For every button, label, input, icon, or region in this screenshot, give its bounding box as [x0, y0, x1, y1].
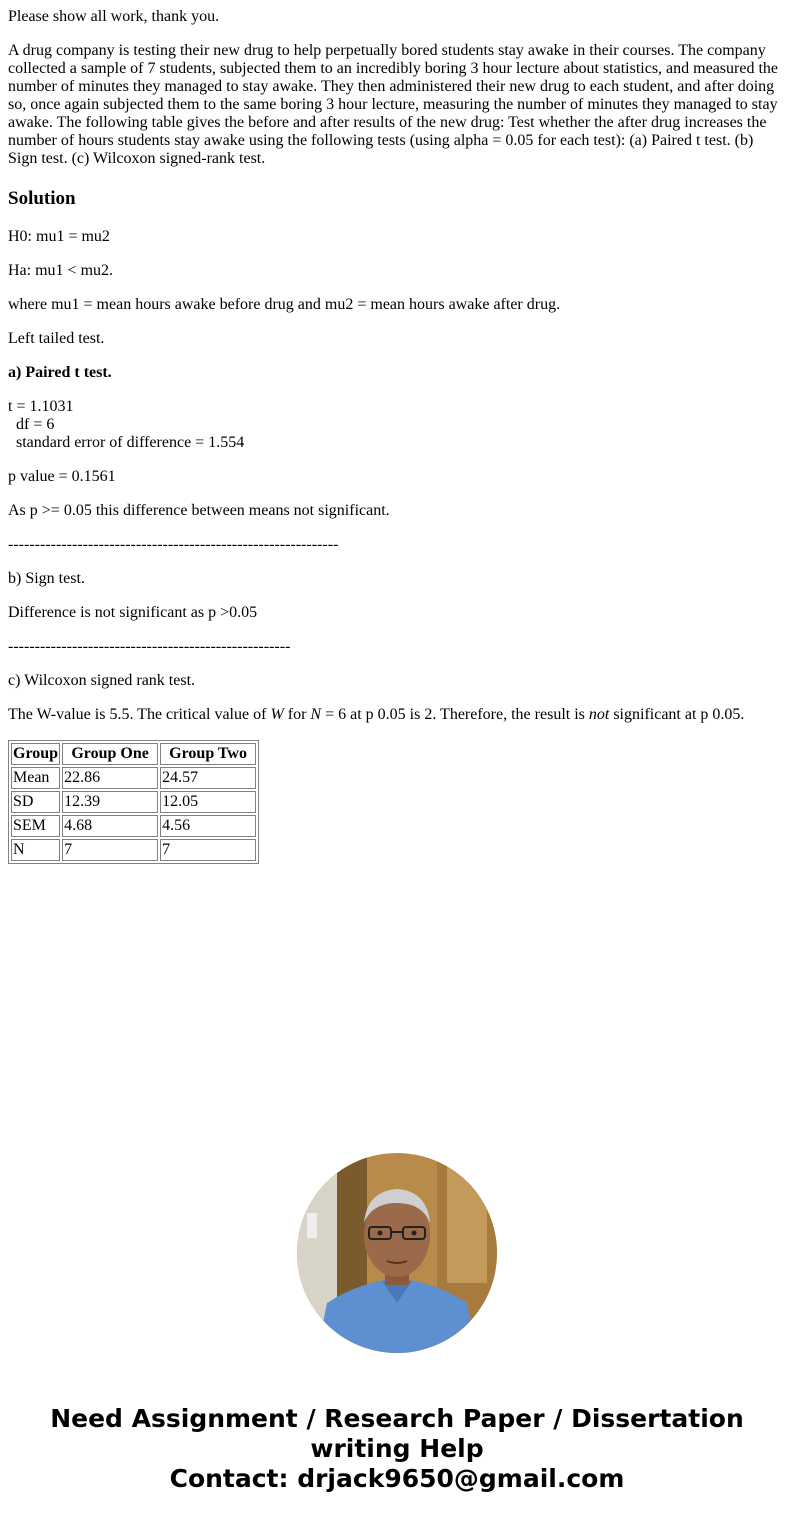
paired-t-heading [8, 364, 786, 382]
null-hypothesis: H0: mu1 = mu2 [8, 228, 110, 245]
divider-1: -------------------------------------------------------------- [8, 536, 339, 553]
table-cell: Mean [11, 767, 60, 789]
table-row [11, 839, 256, 861]
solution-heading: Solution [8, 188, 76, 209]
table-header-row [11, 743, 256, 765]
promo-line-1: Need Assignment / Research Paper / Dissertation [50, 1404, 744, 1433]
tail-text: Left tailed test. [8, 330, 105, 347]
table-cell: 4.68 [62, 815, 158, 837]
wilcoxon-text-2: for [283, 706, 311, 723]
degrees-of-freedom: df = 6 [16, 416, 55, 433]
t-value: t = 1.1031 [8, 398, 74, 415]
table-row [11, 791, 256, 813]
t-test-results [8, 398, 786, 452]
wilcoxon-w-symbol: W [270, 706, 284, 723]
table-header-cell: Group [11, 743, 60, 765]
table-cell: 12.39 [62, 791, 158, 813]
author-avatar [297, 1153, 497, 1353]
wilcoxon-text-4: significant at p 0.05. [609, 706, 745, 723]
question-intro: Please show all work, thank you. [8, 8, 220, 25]
promo-line-2: writing Help [310, 1434, 484, 1463]
table-cell: 4.56 [160, 815, 256, 837]
table-row [11, 767, 256, 789]
table-cell: 7 [62, 839, 158, 861]
wilcoxon-not-emphasis: not [588, 706, 610, 723]
promo-banner [0, 1404, 794, 1494]
table-header-cell: Group One [62, 743, 158, 765]
wilcoxon-heading: c) Wilcoxon signed rank test. [8, 672, 196, 689]
table-header-cell: Group Two [160, 743, 256, 765]
wilcoxon-n-symbol: N [310, 706, 322, 723]
table-cell: 22.86 [62, 767, 158, 789]
document-content [8, 0, 786, 864]
standard-error: standard error of difference = 1.554 [16, 434, 245, 451]
wilcoxon-text-3: = 6 at p 0.05 is 2. Therefore, the result is [321, 706, 589, 723]
definition-text: where mu1 = mean hours awake before drug and mu2 = mean hours awake after drug. [8, 296, 561, 313]
group-statistics-table [8, 740, 259, 864]
table-cell: SEM [11, 815, 60, 837]
table-cell: SD [11, 791, 60, 813]
sign-test-heading: b) Sign test. [8, 570, 85, 587]
paired-conclusion: As p >= 0.05 this difference between means not significant. [8, 502, 390, 519]
table-cell: 24.57 [160, 767, 256, 789]
table-row [11, 815, 256, 837]
p-value: p value = 0.1561 [8, 468, 116, 485]
sign-test-conclusion: Difference is not significant as p >0.05 [8, 604, 258, 621]
table-cell: 7 [160, 839, 256, 861]
divider-2: ----------------------------------------------------- [8, 638, 291, 655]
promo-contact: Contact: drjack9650@gmail.com [169, 1464, 625, 1493]
alternative-hypothesis: Ha: mu1 < mu2. [8, 262, 114, 279]
paired-t-heading-label: a) Paired t test. [8, 364, 112, 381]
wilcoxon-text-1: The W-value is 5.5. The critical value of [8, 706, 271, 723]
table-cell: 12.05 [160, 791, 256, 813]
wilcoxon-conclusion [8, 706, 786, 724]
question-body: A drug company is testing their new drug to help perpetually bored students stay awake in their courses. The company collected a sample of 7 students, subjected them to an incredibly boring 3 hour lecture about statistics, and measured the number of minutes they managed to stay awake. They then administered their new drug to each student, and after doing so, once again subjected them to the same boring 3 hour lecture, measuring the number of minutes they managed to stay awake. The following table gives the before and after results of the new drug: Test whether the after drug increases the number of hours students stay awake using the following tests (using alpha = 0.05 for each test): (a) Paired t test. (b) Sign test. (c) Wilcoxon signed-rank test. [8, 42, 778, 167]
author-photo-illustration [297, 1153, 497, 1353]
table-cell: N [11, 839, 60, 861]
